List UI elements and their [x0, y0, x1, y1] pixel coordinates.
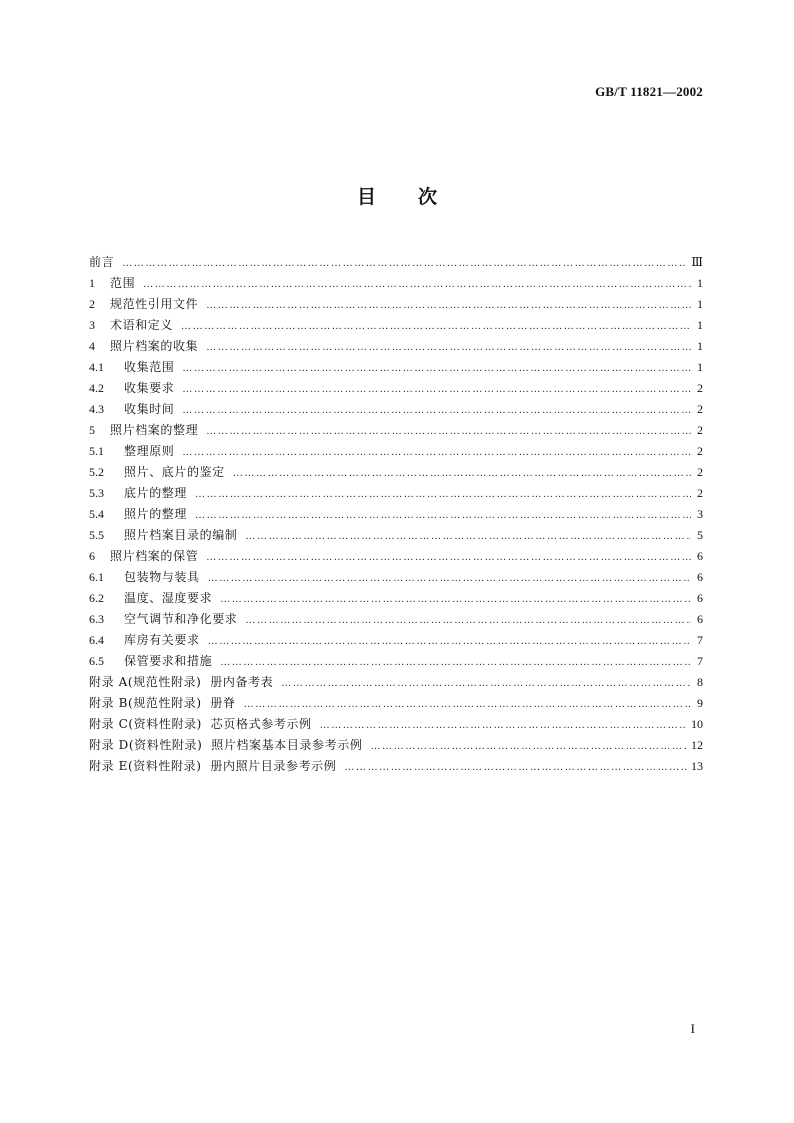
toc-entry-page: 2 [697, 444, 703, 458]
toc-entry-number: 4 [89, 339, 95, 353]
toc-leader-dots [320, 715, 687, 736]
toc-entry[interactable] [89, 378, 703, 399]
toc-entry[interactable] [89, 315, 703, 336]
toc-entry-page: 6 [697, 612, 703, 626]
toc-entry[interactable] [89, 294, 703, 315]
toc-entry-page: 9 [697, 696, 703, 710]
toc-leader-dots [208, 568, 691, 589]
toc-entry-label: 前言 [89, 255, 115, 269]
toc-entry[interactable] [89, 714, 703, 735]
toc-entry-number: 4.2 [89, 381, 104, 395]
toc-entry-number: 4.3 [89, 402, 104, 416]
toc-entry-label: 照片档案目录的编制 [124, 528, 238, 542]
toc-entry-page: Ⅲ [691, 255, 703, 269]
toc-entry-page: 10 [691, 717, 703, 731]
toc-entry-number: 6.1 [89, 570, 104, 584]
toc-entry-label: 收集要求 [124, 381, 175, 395]
toc-leader-dots [195, 484, 691, 505]
toc-entry[interactable] [89, 588, 703, 609]
toc-entry[interactable] [89, 546, 703, 567]
toc-entry-page: 6 [697, 591, 703, 605]
toc-entry-number: 6.2 [89, 591, 104, 605]
toc-title-char-2: 次 [418, 186, 438, 208]
toc-entry[interactable] [89, 462, 703, 483]
toc-entry-label: 保管要求和措施 [124, 654, 213, 668]
toc-leader-dots [143, 274, 691, 295]
toc-entry-label: 底片的整理 [124, 486, 188, 500]
toc-entry-page: 6 [697, 549, 703, 563]
toc-leader-dots [220, 652, 691, 673]
toc-entry-number: 5 [89, 423, 95, 437]
toc-entry-page: 2 [697, 423, 703, 437]
toc-entry-page: 8 [697, 675, 703, 689]
toc-entry[interactable] [89, 252, 703, 273]
toc-entry-number: 5.4 [89, 507, 104, 521]
toc-entry-number: 3 [89, 318, 95, 332]
toc-entry-label: 空气调节和净化要求 [124, 612, 238, 626]
toc-entry[interactable] [89, 756, 703, 777]
toc-entry[interactable] [89, 483, 703, 504]
toc-entry-page: 7 [697, 633, 703, 647]
toc-entry-number: 5.3 [89, 486, 104, 500]
toc-entry-page: 12 [691, 738, 703, 752]
toc-entry-label: 范围 [110, 276, 136, 290]
toc-entry-page: 13 [691, 759, 703, 773]
toc-entry-number: 5.5 [89, 528, 104, 542]
toc-entry-number: 2 [89, 297, 95, 311]
toc-entry-page: 2 [697, 381, 703, 395]
toc-entry[interactable] [89, 336, 703, 357]
toc-entry[interactable] [89, 630, 703, 651]
toc-entry-page: 1 [697, 276, 703, 290]
page-number: I [690, 1021, 695, 1036]
toc-leader-dots [181, 316, 691, 337]
toc-leader-dots [220, 589, 691, 610]
toc-entry-label: 照片档案的收集 [110, 339, 199, 353]
toc-entry-number: 6.3 [89, 612, 104, 626]
toc-entry[interactable] [89, 693, 703, 714]
toc-entry-label: 附录 D(资料性附录) 照片档案基本目录参考示例 [89, 738, 363, 752]
toc-entry-label: 包装物与装具 [124, 570, 200, 584]
toc-entry[interactable] [89, 735, 703, 756]
toc-leader-dots [208, 631, 691, 652]
toc-entry[interactable] [89, 609, 703, 630]
toc-entry-number: 5.1 [89, 444, 104, 458]
toc-entry-label: 照片档案的保管 [110, 549, 199, 563]
toc-entry-label: 附录 E(资料性附录) 册内照片目录参考示例 [89, 759, 337, 773]
toc-leader-dots [182, 379, 691, 400]
toc-entry-label: 照片的整理 [124, 507, 188, 521]
toc-entry-page: 6 [697, 570, 703, 584]
toc-entry[interactable] [89, 420, 703, 441]
toc-entry-page: 1 [697, 318, 703, 332]
toc-entry-label: 附录 B(规范性附录) 册脊 [89, 696, 236, 710]
toc-entry-page: 3 [697, 507, 703, 521]
toc-entry-page: 1 [697, 297, 703, 311]
toc-entry-label: 附录 A(规范性附录) 册内备考表 [89, 675, 274, 689]
toc-entry[interactable] [89, 273, 703, 294]
toc-leader-dots [195, 505, 691, 526]
toc-entry-page: 1 [697, 339, 703, 353]
toc-leader-dots [233, 463, 691, 484]
toc-leader-dots [245, 610, 691, 631]
toc-leader-dots [182, 442, 691, 463]
toc-entry-page: 2 [697, 465, 703, 479]
toc-entry[interactable] [89, 672, 703, 693]
toc-leader-dots [182, 400, 691, 421]
toc-leader-dots [206, 421, 691, 442]
toc-entry-label: 整理原则 [124, 444, 175, 458]
toc-leader-dots [370, 736, 687, 757]
toc-entry[interactable] [89, 399, 703, 420]
toc-entry-page: 2 [697, 402, 703, 416]
toc-entry-number: 6 [89, 549, 95, 563]
toc-entry[interactable] [89, 441, 703, 462]
toc-entry[interactable] [89, 357, 703, 378]
toc-leader-dots [245, 526, 691, 547]
toc-entry-label: 规范性引用文件 [110, 297, 199, 311]
toc-entry[interactable] [89, 504, 703, 525]
toc-entry-page: 5 [697, 528, 703, 542]
toc-entry-number: 6.5 [89, 654, 104, 668]
toc-leader-dots [122, 253, 687, 274]
toc-entry-number: 4.1 [89, 360, 104, 374]
toc-entry-number: 6.4 [89, 633, 104, 647]
toc-entry-label: 库房有关要求 [124, 633, 200, 647]
toc-title-char-1: 目 [356, 186, 376, 208]
toc-entry-label: 收集范围 [124, 360, 175, 374]
toc-leader-dots [182, 358, 691, 379]
toc-leader-dots [244, 694, 691, 715]
toc-entry[interactable] [89, 525, 703, 546]
toc-leader-dots [344, 757, 687, 778]
toc-title [0, 182, 794, 209]
toc-entry-number: 5.2 [89, 465, 104, 479]
toc-leader-dots [206, 547, 691, 568]
toc-list [89, 252, 703, 777]
toc-entry-page: 1 [697, 360, 703, 374]
toc-entry-label: 术语和定义 [110, 318, 174, 332]
standard-code: GB/T 11821—2002 [595, 84, 703, 99]
toc-entry-page: 7 [697, 654, 703, 668]
toc-leader-dots [206, 295, 691, 316]
toc-entry[interactable] [89, 651, 703, 672]
toc-entry-label: 温度、湿度要求 [124, 591, 213, 605]
toc-entry-page: 2 [697, 486, 703, 500]
toc-entry-label: 附录 C(资料性附录) 芯页格式参考示例 [89, 717, 312, 731]
toc-entry[interactable] [89, 567, 703, 588]
toc-entry-label: 收集时间 [124, 402, 175, 416]
toc-leader-dots [281, 673, 691, 694]
toc-entry-label: 照片档案的整理 [110, 423, 199, 437]
toc-entry-label: 照片、底片的鉴定 [124, 465, 225, 479]
toc-entry-number: 1 [89, 276, 95, 290]
toc-leader-dots [206, 337, 691, 358]
